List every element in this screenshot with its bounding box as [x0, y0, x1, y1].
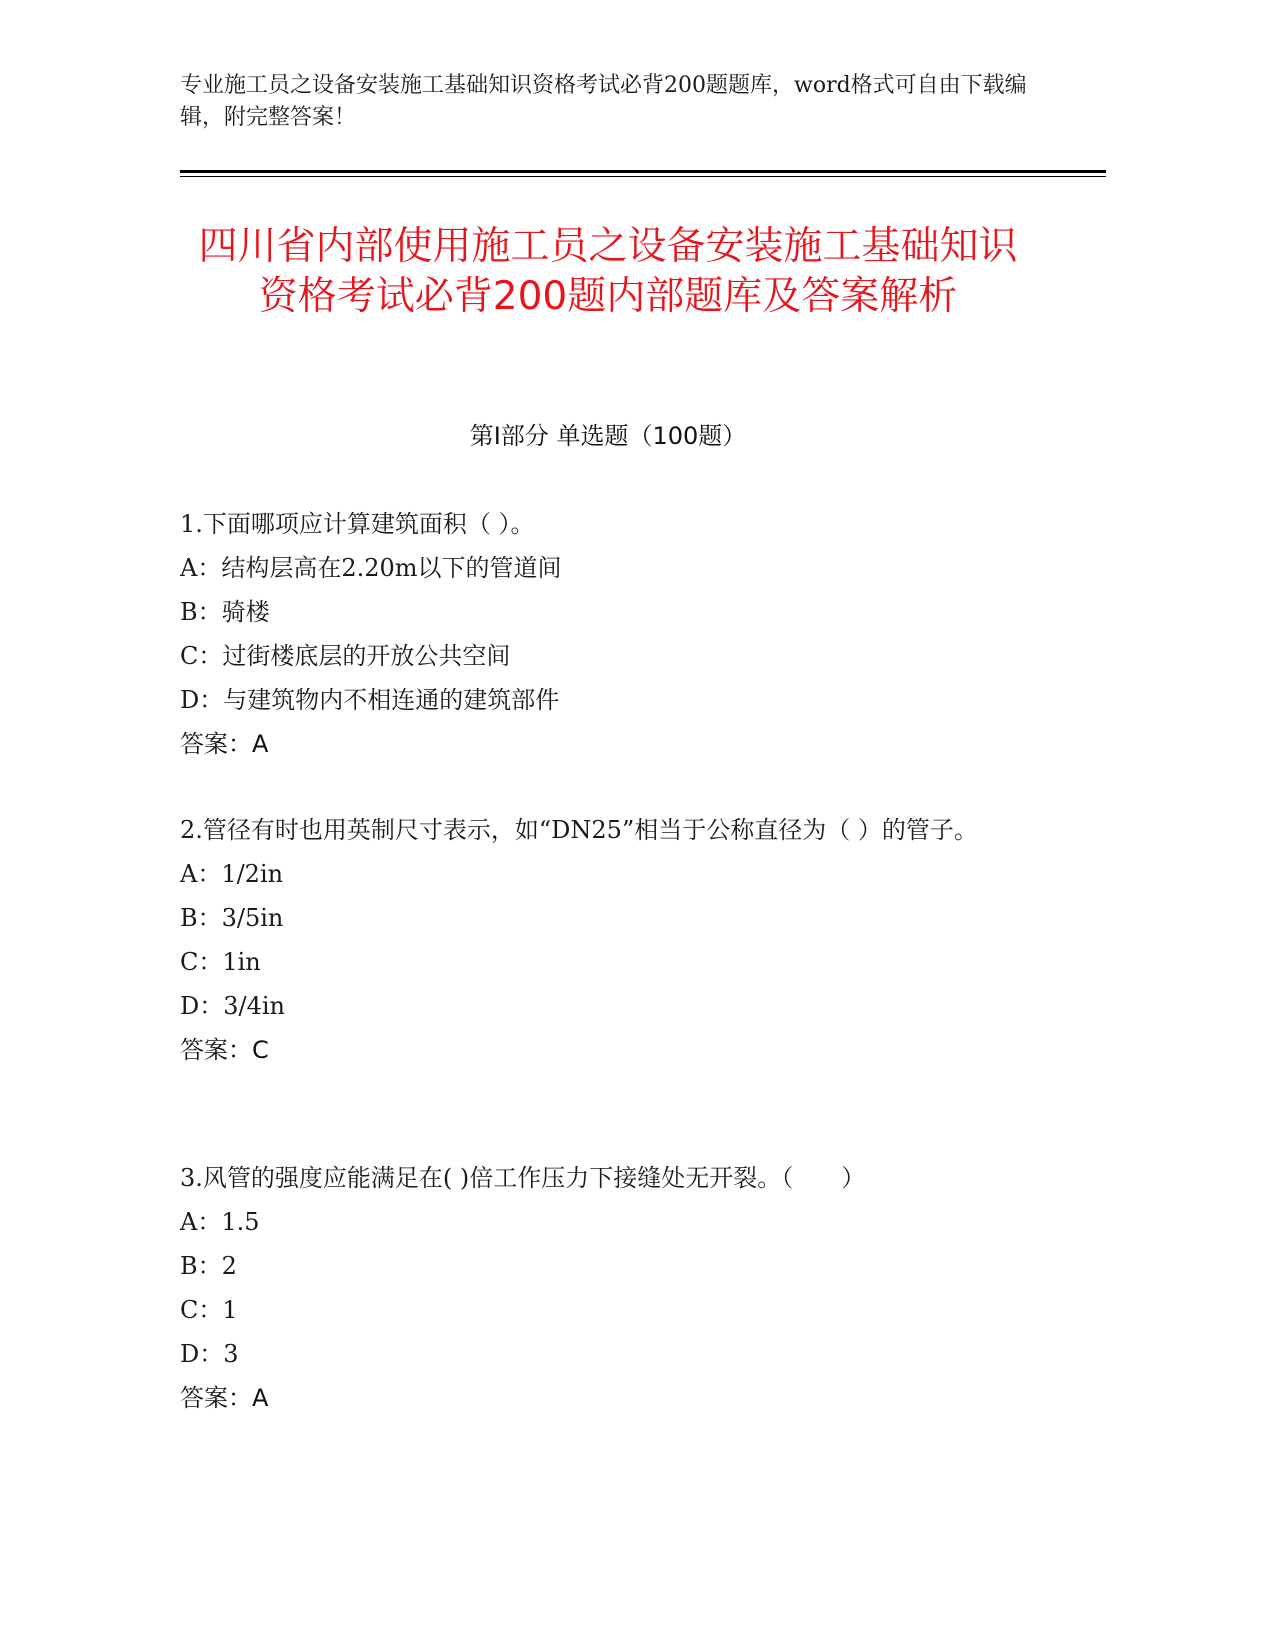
question-1 [180, 502, 1040, 766]
header-note: 专业施工员之设备安装施工基础知识资格考试必背200题题库，word格式可自由下载编辑，附完整答案！ [180, 73, 1027, 130]
section-title: 第Ⅰ部分 单选题（100题） [469, 422, 747, 450]
option-d: D：3/4in [180, 992, 285, 1020]
answer: 答案：C [180, 1036, 269, 1064]
option-d: D：3 [180, 1340, 239, 1368]
question-3 [180, 1156, 1040, 1420]
option-d: D：与建筑物内不相连通的建筑部件 [180, 686, 560, 714]
option-a: A：结构层高在2.20m以下的管道间 [180, 554, 562, 582]
document-title: 四川省内部使用施工员之设备安装施工基础知识资格考试必背200题内部题库及答案解析 [198, 224, 1018, 319]
question-stem: 3.风管的强度应能满足在( )倍工作压力下接缝处无开裂。（ ） [180, 1164, 866, 1192]
question-stem: 2.管径有时也用英制尺寸表示，如“DN25”相当于公称直径为（ ）的管子。 [180, 816, 978, 844]
header-divider-thick [180, 170, 1106, 173]
option-b: B：骑楼 [180, 598, 270, 626]
option-c: C：1 [180, 1296, 238, 1324]
option-c: C：过街楼底层的开放公共空间 [180, 642, 511, 670]
answer: 答案：A [180, 1384, 269, 1412]
option-a: A：1.5 [180, 1208, 260, 1236]
option-c: C：1in [180, 948, 261, 976]
question-stem: 1.下面哪项应计算建筑面积（ ）。 [180, 510, 535, 538]
answer: 答案：A [180, 730, 269, 758]
option-b: B：3/5in [180, 904, 284, 932]
question-2 [180, 808, 1040, 1072]
option-a: A：1/2in [180, 860, 284, 888]
header-divider-thin [180, 176, 1106, 177]
option-b: B：2 [180, 1252, 237, 1280]
